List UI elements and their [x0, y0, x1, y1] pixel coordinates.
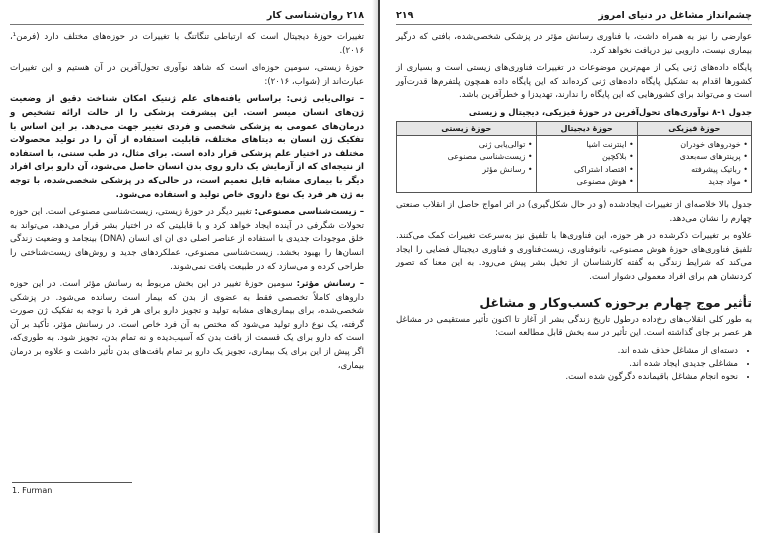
bullet-text: تغییر دیگر در حوزهٔ زیستی، زیست‌شناسی مصنوعی است. این حوزه تحولات شگرفی در آینده ایجاد خواهد کرد و با قابلیتی که در اختیار بشر قرار می‌دهد، می‌تواند به خلق موجودات جدیدی با استفاده از عناصر اصلی دی ان ای انسان (DNA) بینجامد و وضعیت زندگی انسان‌ها را بهبود بخشد. زیست‌شناسی مصنوعی، عملکردهای جدید و روش‌های زیست‌شناختی را طراحی کرده و می‌سازد که در طبیعت یافت نمی‌شوند. — [10, 207, 364, 272]
paragraph: جدول بالا خلاصه‌ای از تغییرات ایجادشده (و در حال شکل‌گیری) در اثر امواج حاصل از انقلاب صنعتی چهارم را نشان می‌دهد. — [396, 199, 752, 224]
innovations-table — [396, 121, 752, 193]
page-number: ۲۱۸ — [346, 10, 364, 21]
paragraph: تغییرات حوزهٔ دیجیتال است که ارتباطی تنگاتنگ با تغییرات در حوزه‌های مختلف دارد (فرمن¹، ۲۰۱۶). — [10, 32, 364, 56]
paragraph: حوزهٔ زیستی، سومین حوزه‌ای است که شاهد نوآوری تحول‌آفرین در آن هستیم و این تغییرات عبارت‌اند از (شواب، ۲۰۱۶): — [10, 63, 364, 87]
bullet-title: – توالی‌یابی ژنی: — [286, 94, 364, 105]
column-header: حوزهٔ فیزیکی — [637, 121, 751, 135]
paragraph: علاوه بر تغییرات ذکرشده در هر حوزه، این فناوری‌ها با تلفیق نیز به‌سرعت تغییرات کمک می‌کنند. تلفیق فناوری‌های حوزهٔ هوش مصنوعی، نانوفناوری، زیست‌فناوری و فناوری دیجیتال فضایی را ایجاد می‌کند که شرایط زندگی به گفته کارشناسان از تخیل بشر پیش می‌رود. به این معنا که تصور کردنشان هم برای افراد معمولی دشوار است. — [396, 231, 752, 282]
table-item: • هوش مصنوعی — [576, 177, 634, 187]
table-item: • اینترنت اشیا — [586, 139, 634, 149]
table-item: • مواد جدید — [708, 177, 748, 187]
running-title: چشم‌انداز مشاغل در دنیای امروز — [598, 10, 752, 21]
section-heading: تأثیر موج چهارم برحوزه کسب‌وکار و مشاغل — [479, 294, 752, 310]
paragraph: پایگاه داده‌های ژنی یکی از مهم‌ترین موضوعات در تغییرات فناوری‌های زیستی است و بسیاری از کشورها اقدام به تشکیل پایگاه داده‌های ژنی کرده‌اند که این پایگاه داده همچون پلتفرم‌ها قدرت‌آور است و می‌تواند برای کشورهایی که این پایگاه را ندارند، تهدیدزا و خطرآفرین باشد. — [396, 63, 752, 101]
bullet-title: – زیست‌شناسی مصنوعی: — [254, 207, 364, 218]
table-caption: جدول ۱-۸ نوآوری‌های تحول‌آفرین در حوزهٔ فیزیکی، دیجیتال و زیستی — [468, 106, 752, 117]
running-title: روان‌شناسی کار — [266, 10, 344, 21]
paragraph: عوارضی را نیز به همراه داشت، با فناوری رسانش مؤثر در پزشکی شخصی‌شده، بافتی که درگیر بیماری نیست، دارویی نیز دریافت نخواهد کرد. — [396, 32, 752, 56]
bullet-gene-sequencing — [10, 93, 364, 202]
table-row — [397, 135, 752, 192]
right-running-header — [396, 10, 752, 25]
table-item: • بلاکچین — [601, 152, 634, 162]
physical-cell — [637, 135, 751, 192]
paragraph: به طور کلی انقلاب‌های رخ‌داده درطول تاریخ زندگی بشر از آغاز تا اکنون تأثیر مستقیمی در مشاغل هر عصر بر جای گذاشته است. این تأثیر در سه بخش قابل مطالعه است: — [396, 314, 752, 339]
bullet-effective-delivery — [10, 278, 364, 373]
table-item: • خودروهای خودران — [680, 139, 748, 149]
list-item: • مشاغلی جدیدی ایجاد شده اند. — [396, 358, 738, 371]
left-running-header — [10, 10, 364, 25]
footnote: 1. Furman — [12, 482, 132, 495]
table-item: • رسانش مؤثر — [482, 164, 533, 174]
right-page — [378, 0, 768, 533]
table-header-row — [397, 121, 752, 135]
gutter-line — [378, 0, 380, 533]
column-header: حوزهٔ دیجیتال — [536, 121, 637, 135]
page-number: ۲۱۹ — [396, 10, 414, 21]
list-item: • دسته‌ای از مشاغل حذف شده اند. — [396, 345, 738, 358]
column-header: حوزهٔ زیستی — [397, 121, 537, 135]
bio-cell — [397, 135, 537, 192]
bullet-synthetic-biology — [10, 206, 364, 274]
left-page — [0, 0, 378, 533]
left-page-number-and-title — [267, 10, 364, 21]
digital-cell — [536, 135, 637, 192]
list-item: • نحوه انجام مشاغل باقیمانده دگرگون شده است. — [396, 371, 738, 384]
bullet-text: سومین حوزهٔ تغییر در این بخش مربوط به رسانش مؤثر است. در این حوزه داروهای کاملاً تخصصی فقط به عضوی از بدن که بیمار است رسانده می‌شود. در پزشکی شخصی‌شده، برای بیماری‌های مشابه تولید و تجویز دارو برای هر فرد با توجه به تفکیک ژن صورت گرفته، یک نوع دارو تولید می‌شود که مختص به آن فرد خاص است. در رسانش مؤثر، تأکید بر آن است که دارو برای یک قسمت از بافت بدن که آسیب‌دیده و نه تمام بدن، تجویز شود. به طوری‌که، اگر پیش از این برای یک بیماری، تجویز یک دارو بر تمام بافت‌های بدن تأثیر داشت و علاوه بر درمان بیماری، — [10, 279, 364, 371]
table-item: • زیست‌شناسی مصنوعی — [447, 152, 533, 162]
table-item: • اقتصاد اشتراکی — [574, 164, 634, 174]
bullet-title: – رسانش مؤثر: — [296, 279, 364, 290]
table-item: • توالی‌یابی ژنی — [478, 139, 533, 149]
impact-list — [396, 345, 752, 384]
bullet-text: براساس یافته‌های علم ژنتیک امکان شناخت دقیق از وضعیت ژن‌های انسان میسر است. این پیشرفت پزشکی را از حالت ارائه تشخیص و درمان‌های عمومی به پزشکی شخصی و فردی تغییر جهت می‌دهد. بر این اساس با تفکیک ژن انسان به دیتاهای مختلف، قابلیت استفاده از آن را در تولید محصولات مختلف در اختیار علم پزشکی قرار داده است. برای مثال، در طب سنتی، با استفاده از نتیجه‌ای که از آزمایش یک دارو روی بدن انسان حاصل می‌شود، آن دارو برای افراد دیگر با بیماری مشابه قابل تعمیم است، در حالی‌که در پزشکی شخصی‌شده، با توجه به ژن هر فرد یک نوع داروی خاص تولید و استفاده می‌شود. — [10, 94, 364, 200]
table-item: • رباتیک پیشرفته — [691, 164, 748, 174]
table-item: • پرینترهای سه‌بعدی — [679, 152, 748, 162]
